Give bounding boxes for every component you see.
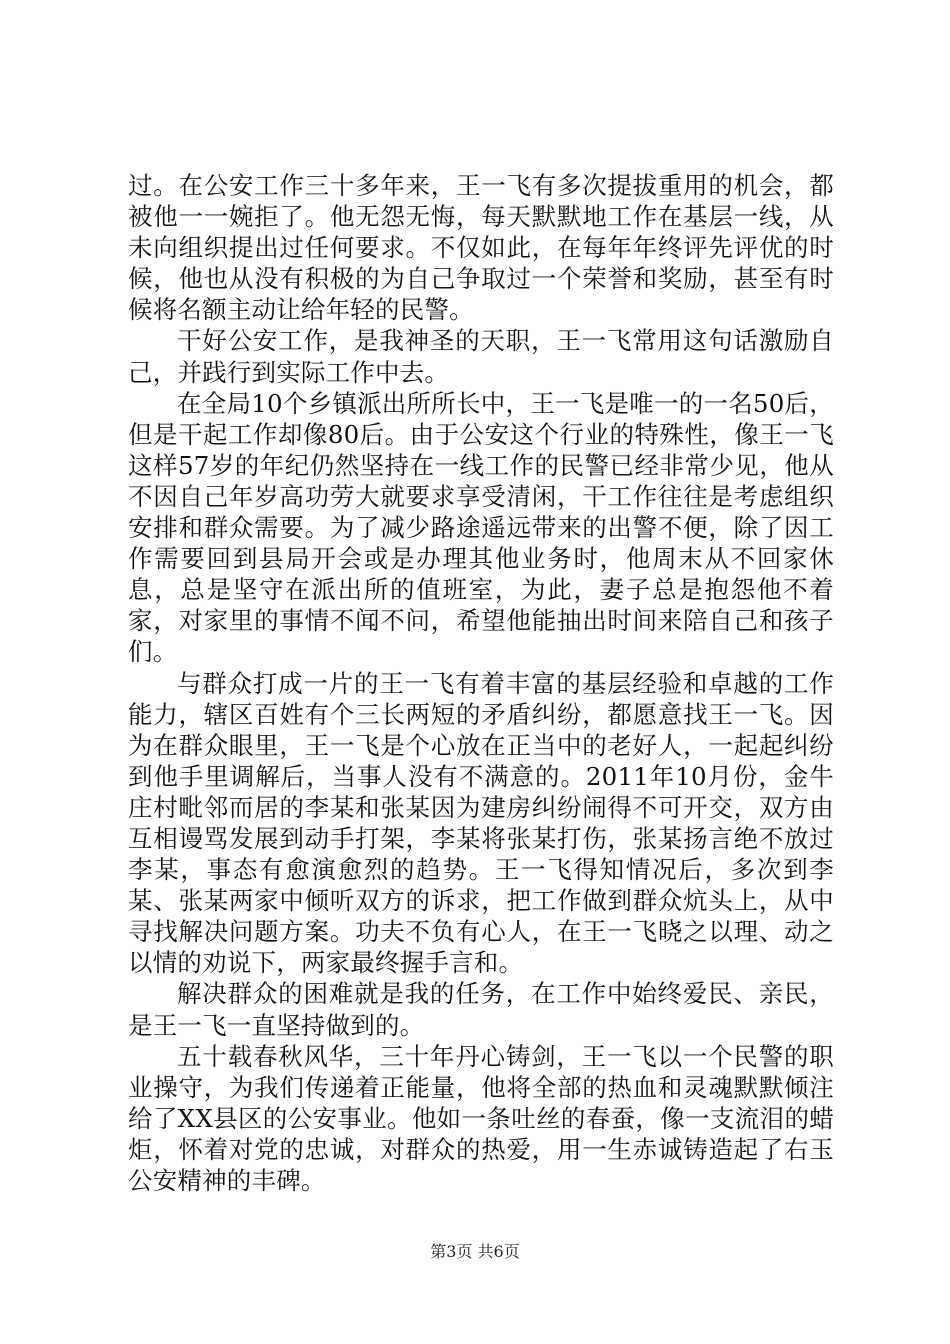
page-number-footer: 第3页 共6页 [430, 1242, 520, 1261]
paragraph: 解决群众的困难就是我的任务，在工作中始终爱民、亲民，是王一飞一直坚持做到的。 [128, 979, 834, 1040]
body-text [128, 170, 834, 1196]
paragraph: 五十载春秋风华，三十年丹心铸剑，王一飞以一个民警的职业操守，为我们传递着正能量，他将全部的热血和灵魂默默倾注给了XX县区的公安事业。他如一条吐丝的春蚕，像一支流泪的蜡炬，怀着对党的忠诚，对群众的热爱，用一生赤诚铸造起了右玉公安精神的丰碑。 [128, 1041, 834, 1195]
paragraph-continuation: 过。在公安工作三十多年来，王一飞有多次提拔重用的机会，都被他一一婉拒了。他无怨无悔，每天默默地工作在基层一线，从未向组织提出过任何要求。不仅如此，在每年年终评先评优的时候，他也从没有积极的为自己争取过一个荣誉和奖励，甚至有时候将名额主动让给年轻的民警。 [128, 171, 834, 325]
paragraph: 在全局10个乡镇派出所所长中，王一飞是唯一的一名50后，但是干起工作却像80后。由于公安这个行业的特殊性，像王一飞这样57岁的年纪仍然坚持在一线工作的民警已经非常少见，他从不因自己年岁高功劳大就要求享受清闲，干工作往往是考虑组织安排和群众需要。为了减少路途遥远带来的出警不便，除了因工作需要回到县局开会或是办理其他业务时，他周末从不回家休息，总是坚守在派出所的值班室，为此，妻子总是抱怨他不着家，对家里的事情不闻不问，希望他能抽出时间来陪自己和孩子们。 [128, 388, 834, 667]
paragraph: 与群众打成一片的王一飞有着丰富的基层经验和卓越的工作能力，辖区百姓有个三长两短的矛盾纠纷，都愿意找王一飞。因为在群众眼里，王一飞是个心放在正当中的老好人，一起起纠纷到他手里调解后，当事人没有不满意的。2011年10月份，金牛庄村毗邻而居的李某和张某因为建房纠纷闹得不可开交，双方由互相谩骂发展到动手打架，李某将张某打伤，张某扬言绝不放过李某，事态有愈演愈烈的趋势。王一飞得知情况后，多次到李某、张某两家中倾听双方的诉求，把工作做到群众炕头上，从中寻找解决问题方案。功夫不负有心人，在王一飞晓之以理、动之以情的劝说下，两家最终握手言和。 [128, 668, 834, 978]
paragraph: 干好公安工作，是我神圣的天职，王一飞常用这句话激励自己，并践行到实际工作中去。 [128, 326, 834, 387]
